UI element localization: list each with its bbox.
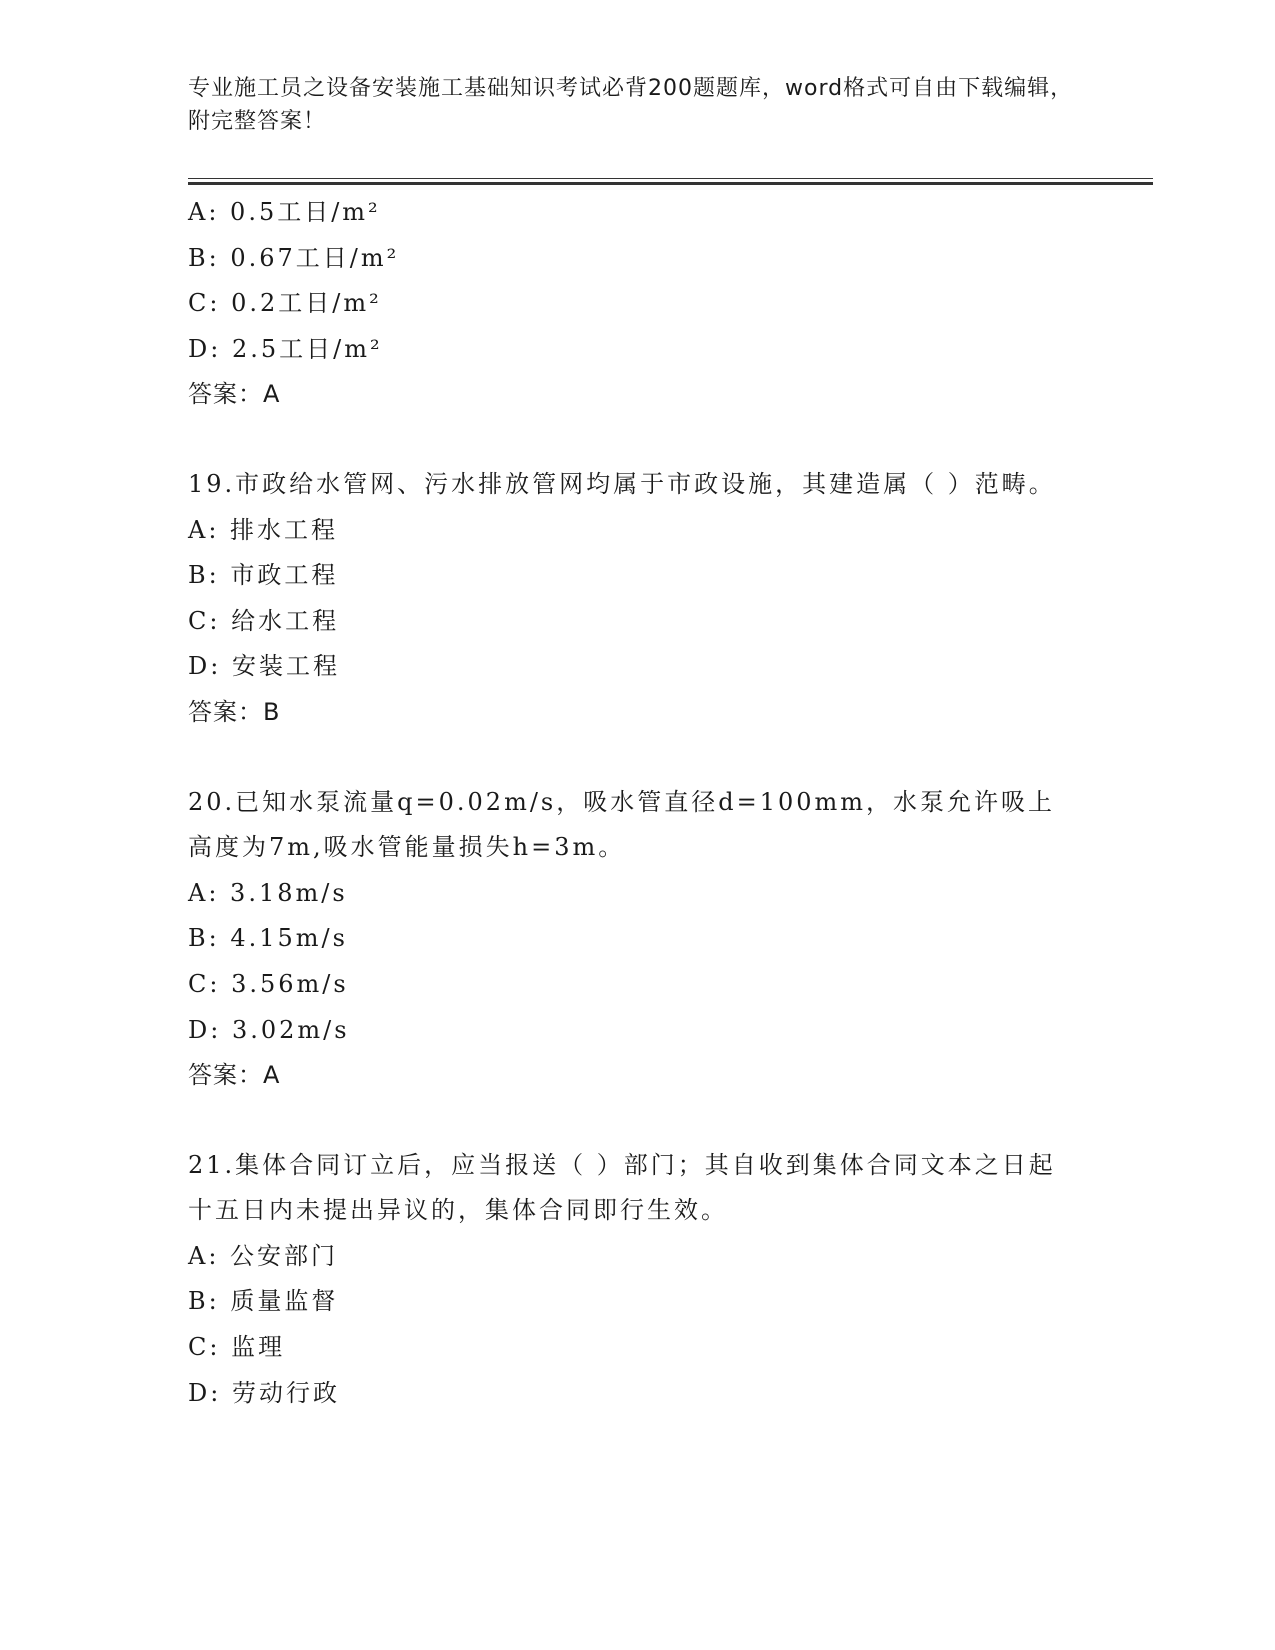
answer-line: 答案：B bbox=[188, 697, 281, 726]
option-b: B: 市政工程 bbox=[188, 561, 339, 590]
option-a: A: 公安部门 bbox=[188, 1241, 339, 1270]
option-a: A: 0.5工日/m² bbox=[188, 198, 381, 226]
question-text: 21.集体合同订立后，应当报送（ ）部门；其自收到集体合同文本之日起十五日内未提出异议的，集体合同即行生效。 bbox=[188, 1150, 1056, 1225]
answer-line: 答案：A bbox=[188, 1061, 281, 1090]
question-text: 20.已知水泵流量q=0.02m/s，吸水管直径d=100mm，水泵允许吸上高度为7m,吸水管能量损失h=3m。 bbox=[188, 787, 1056, 862]
option-d: D: 劳动行政 bbox=[188, 1378, 340, 1407]
question-20 bbox=[188, 780, 1068, 1099]
option-b: B: 0.67工日/m² bbox=[188, 243, 400, 272]
option-d: D: 2.5工日/m² bbox=[188, 334, 383, 363]
option-c: C: 给水工程 bbox=[188, 606, 340, 635]
option-c: C: 3.56m/s bbox=[188, 969, 349, 998]
answer-line: 答案：A bbox=[188, 380, 281, 409]
document-header: 专业施工员之设备安装施工基础知识考试必背200题题库，word格式可自由下载编辑，附完整答案！ bbox=[188, 76, 1074, 134]
option-d: D: 3.02m/s bbox=[188, 1015, 350, 1044]
option-c: C: 监理 bbox=[188, 1333, 286, 1362]
option-d: D: 安装工程 bbox=[188, 652, 340, 681]
option-a: A: 排水工程 bbox=[188, 515, 339, 544]
option-c: C: 0.2工日/m² bbox=[188, 289, 382, 318]
option-b: B: 质量监督 bbox=[188, 1287, 339, 1316]
question-19 bbox=[188, 462, 1068, 736]
option-b: B: 4.15m/s bbox=[188, 924, 348, 953]
question-text: 19.市政给水管网、污水排放管网均属于市政设施，其建造属（ ）范畴。 bbox=[188, 469, 1056, 498]
question-18-partial bbox=[188, 190, 1068, 418]
question-21 bbox=[188, 1143, 1068, 1417]
header-divider-thick bbox=[188, 182, 1153, 185]
question-content bbox=[188, 190, 1068, 1416]
option-a: A: 3.18m/s bbox=[188, 878, 348, 907]
header-divider-thin bbox=[188, 178, 1153, 179]
